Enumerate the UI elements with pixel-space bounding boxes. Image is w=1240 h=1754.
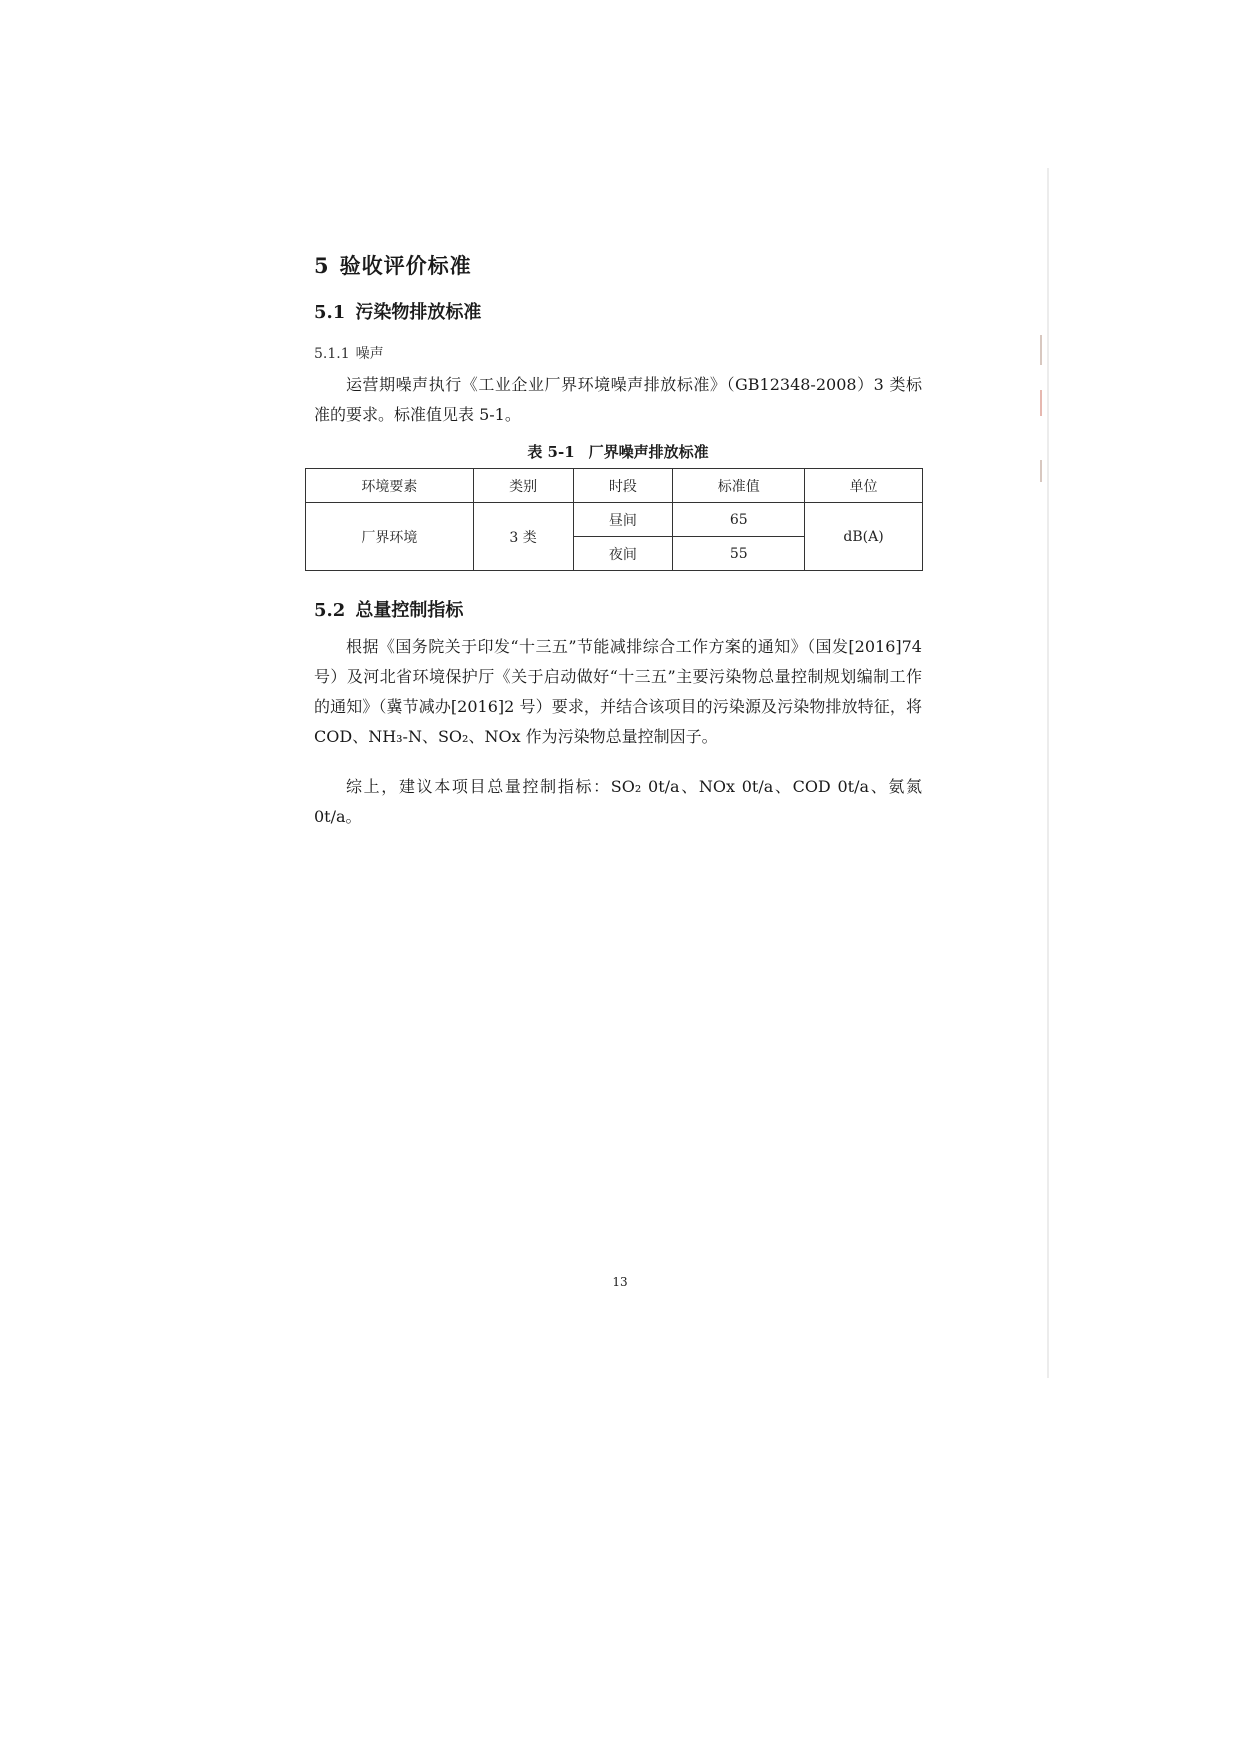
table-header-cell: 环境要素	[306, 469, 474, 503]
section-5-2-heading	[314, 596, 463, 622]
value-cell: 55	[673, 537, 805, 571]
section-number: 5.1.1	[314, 346, 350, 362]
period-cell: 昼间	[573, 503, 673, 537]
noise-standard-table	[305, 468, 923, 571]
table-header-cell: 类别	[473, 469, 573, 503]
section-title: 污染物排放标准	[355, 302, 482, 323]
scan-mark	[1040, 390, 1042, 416]
table-header-row	[306, 469, 923, 503]
table-header-cell: 单位	[805, 469, 923, 503]
value-cell: 65	[673, 503, 805, 537]
unit-cell: dB(A)	[805, 503, 923, 571]
element-cell: 厂界环境	[306, 503, 474, 571]
noise-paragraph: 运营期噪声执行《工业企业厂界环境噪声排放标准》（GB12348-2008）3 类标准的要求。标准值见表 5-1。	[314, 375, 922, 424]
total-control-summary: 综上，建议本项目总量控制指标：SO₂ 0t/a、NOx 0t/a、COD 0t/a、氨氮 0t/a。	[314, 777, 922, 826]
total-control-paragraph: 根据《国务院关于印发“十三五”节能减排综合工作方案的通知》（国发[2016]74 号）及河北省环境保护厅《关于启动做好“十三五”主要污染物总量控制规划编制工作的通知》（冀节减办[2016]2 号）要求，并结合该项目的污染源及污染物排放特征，将 COD、NH₃-N、SO₂、NOx 作为污染物总量控制因子。	[314, 637, 922, 746]
table-caption	[314, 441, 922, 462]
period-cell: 夜间	[573, 537, 673, 571]
table-title: 厂界噪声排放标准	[588, 443, 709, 461]
section-title: 噪声	[355, 346, 384, 362]
table-label: 表 5-1	[527, 443, 575, 461]
scan-mark	[1040, 460, 1042, 482]
table-header-cell: 时段	[573, 469, 673, 503]
section-title: 验收评价标准	[339, 253, 472, 278]
table-row	[306, 503, 923, 537]
section-number: 5.2	[314, 600, 346, 621]
section-number: 5.1	[314, 302, 346, 323]
page-number: 13	[612, 1275, 628, 1289]
section-title: 总量控制指标	[355, 600, 464, 621]
section-number: 5	[314, 253, 330, 278]
scan-edge	[1047, 168, 1049, 1378]
scan-mark	[1040, 335, 1042, 365]
section-5-heading	[314, 250, 472, 280]
section-5-1-heading	[314, 298, 481, 324]
section-5-1-1-heading	[314, 343, 384, 363]
category-cell: 3 类	[473, 503, 573, 571]
table-header-cell: 标准值	[673, 469, 805, 503]
